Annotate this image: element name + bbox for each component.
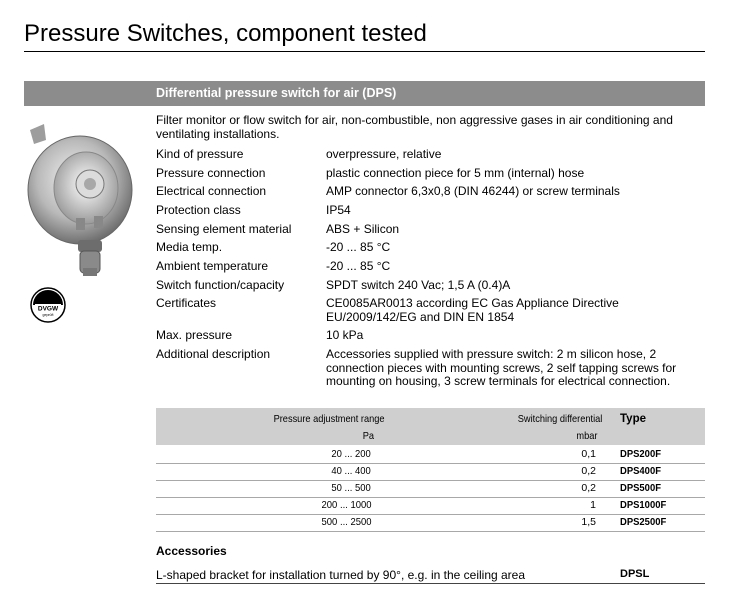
cell-range: 200 ... 1000 bbox=[321, 499, 371, 511]
cell-diff: 0,2 bbox=[581, 482, 596, 494]
spec-label: Certificates bbox=[156, 296, 217, 310]
spec-value: -20 ... 85 °C bbox=[326, 259, 391, 273]
spec-label: Switch function/capacity bbox=[156, 278, 285, 292]
spec-label: Media temp. bbox=[156, 240, 223, 254]
header-diff: Switching differential bbox=[517, 413, 603, 425]
cell-diff: 1 bbox=[590, 499, 596, 511]
table-header bbox=[156, 408, 705, 445]
cell-type: DPS500F bbox=[620, 482, 661, 494]
spec-value: AMP connector 6,3x0,8 (DIN 46244) or screw terminals bbox=[326, 184, 620, 198]
title-divider bbox=[24, 51, 705, 52]
spec-value: plastic connection piece for 5 mm (internal) hose bbox=[326, 166, 585, 180]
page-title: Pressure Switches, component tested bbox=[24, 20, 427, 47]
spec-label: Pressure connection bbox=[156, 166, 266, 180]
spec-label: Protection class bbox=[156, 203, 241, 217]
spec-value: CE0085AR0013 according EC Gas Appliance Directive EU/2009/142/EG and DIN EN 1854 bbox=[326, 296, 619, 324]
spec-label: Electrical connection bbox=[156, 184, 267, 198]
spec-label: Max. pressure bbox=[156, 328, 233, 342]
spec-value: 10 kPa bbox=[326, 328, 364, 342]
header-range: Pressure adjustment range bbox=[273, 413, 385, 425]
spec-label: Ambient temperature bbox=[156, 259, 269, 273]
header-range-unit: Pa bbox=[362, 430, 375, 442]
section-header bbox=[24, 81, 705, 106]
spec-label: Sensing element material bbox=[156, 222, 292, 236]
header-diff-unit: mbar bbox=[576, 430, 598, 442]
accessory-description: L-shaped bracket for installation turned by 90°, e.g. in the ceiling area bbox=[156, 568, 526, 582]
table-row bbox=[156, 514, 705, 532]
spec-value: IP54 bbox=[326, 203, 351, 217]
accessory-row bbox=[156, 566, 705, 584]
cell-type: DPS1000F bbox=[620, 499, 667, 511]
cell-range: 20 ... 200 bbox=[331, 448, 371, 460]
section-title: Differential pressure switch for air (DPS) bbox=[156, 86, 397, 100]
product-description: Filter monitor or flow switch for air, non-combustible, non aggressive gases in air conditioning and ventilating installations. bbox=[156, 113, 673, 141]
cell-type: DPS2500F bbox=[620, 516, 667, 528]
spec-value: SPDT switch 240 Vac; 1,5 A (0.4)A bbox=[326, 278, 511, 292]
table-row bbox=[156, 497, 705, 515]
table-row bbox=[156, 463, 705, 481]
cell-diff: 0,2 bbox=[581, 465, 596, 477]
accessory-type: DPSL bbox=[620, 568, 650, 580]
dvgw-certification-icon bbox=[30, 287, 66, 323]
spec-value: ABS + Silicon bbox=[326, 222, 400, 236]
table-row bbox=[156, 446, 705, 464]
svg-text:geprüft: geprüft bbox=[42, 313, 54, 317]
accessories-title: Accessories bbox=[156, 544, 227, 558]
spec-value: Accessories supplied with pressure switch: 2 m silicon hose, 2 connection pieces with mounting screws, 2 self tapping screws for mounting on housing, 3 screw terminals for electrical connection. bbox=[326, 347, 677, 388]
spec-label: Kind of pressure bbox=[156, 147, 244, 161]
spec-label: Additional description bbox=[156, 347, 271, 361]
cell-type: DPS200F bbox=[620, 448, 661, 460]
spec-value: overpressure, relative bbox=[326, 147, 442, 161]
cell-type: DPS400F bbox=[620, 465, 661, 477]
product-photo bbox=[26, 118, 136, 288]
cell-diff: 1,5 bbox=[581, 516, 596, 528]
cell-range: 500 ... 2500 bbox=[321, 516, 371, 528]
cell-range: 40 ... 400 bbox=[331, 465, 371, 477]
header-type: Type bbox=[620, 413, 646, 425]
spec-value: -20 ... 85 °C bbox=[326, 240, 391, 254]
svg-text:DVGW: DVGW bbox=[37, 305, 59, 313]
table-row bbox=[156, 480, 705, 498]
cell-diff: 0,1 bbox=[581, 448, 596, 460]
cell-range: 50 ... 500 bbox=[331, 482, 371, 494]
